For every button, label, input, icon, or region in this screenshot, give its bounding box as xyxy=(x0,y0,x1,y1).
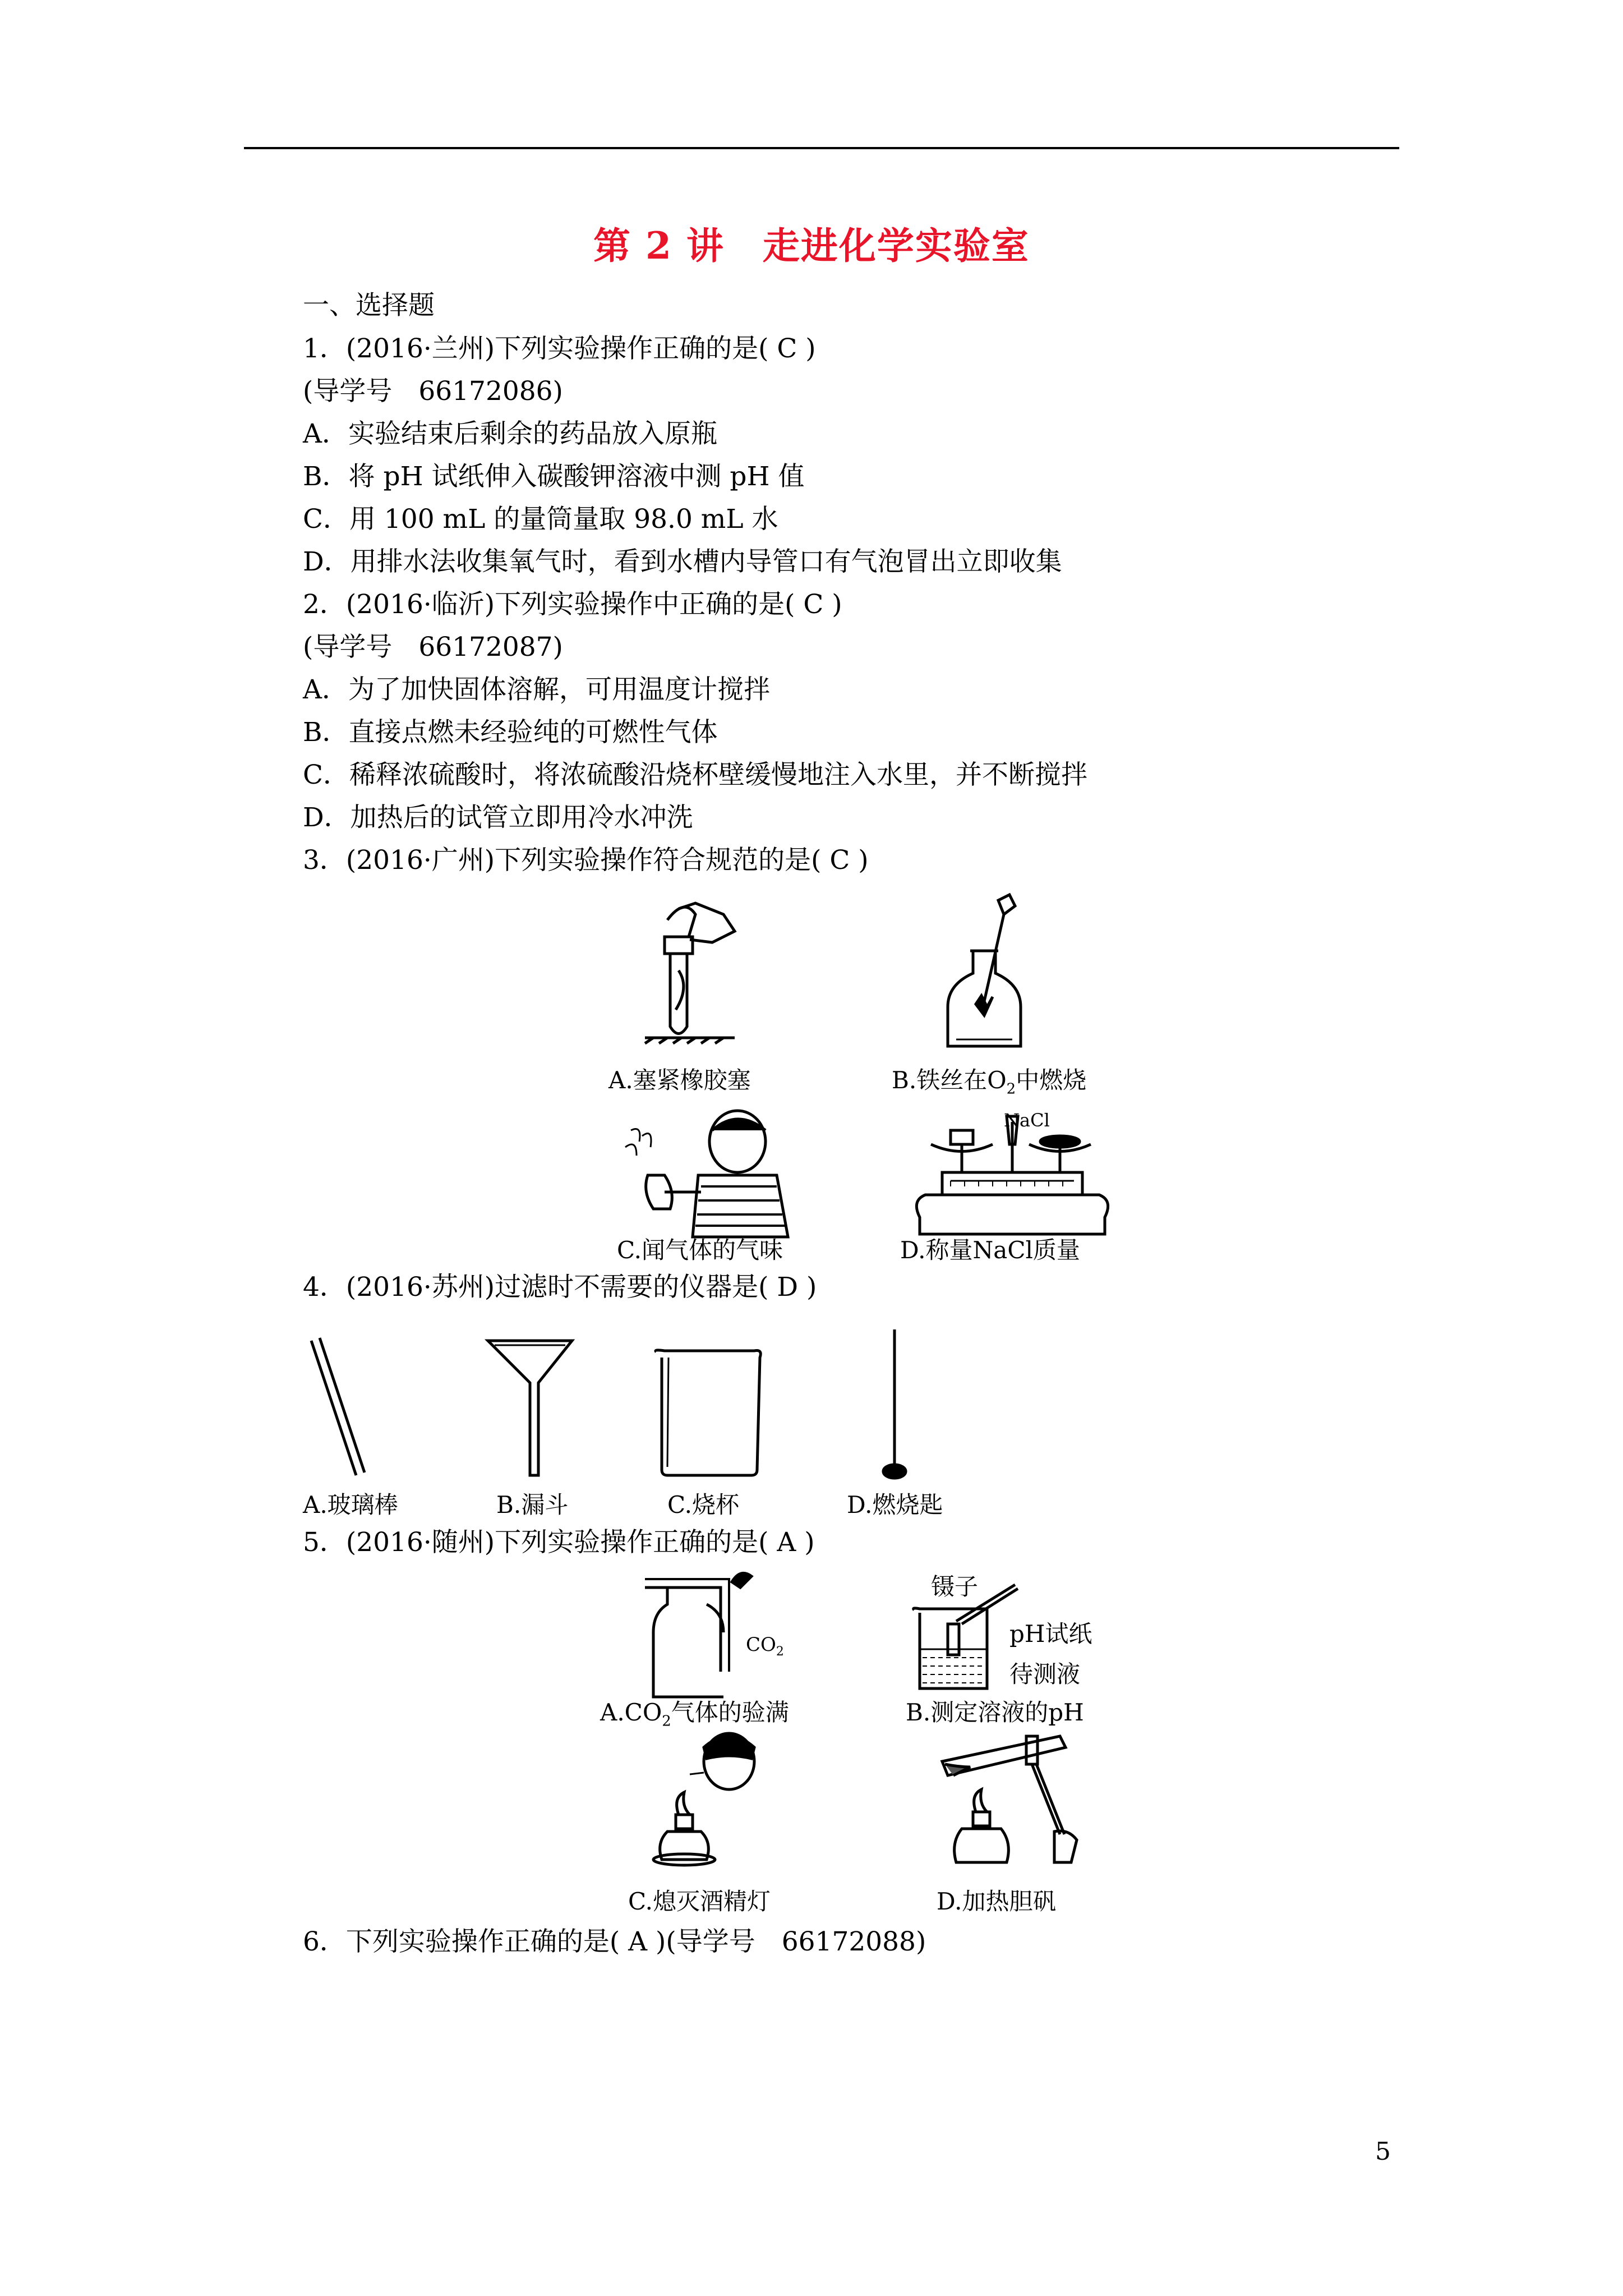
q4-figure-a-glass-rod xyxy=(303,1335,376,1481)
q2-ref: (导学号 66172087) xyxy=(303,632,563,662)
q6-stem: 6．下列实验操作正确的是( A )(导学号 66172088) xyxy=(303,1926,926,1957)
q3-figure-b-iron-burning-illustration xyxy=(931,895,1043,1055)
q1-option-a: A．实验结束后剩余的药品放入原瓶 xyxy=(303,418,717,449)
q1-ref: (导学号 66172086) xyxy=(303,376,563,407)
q1-option-c: C．用 100 mL 的量筒量取 98.0 mL 水 xyxy=(303,504,778,535)
q1-stem: 1．(2016·兰州)下列实验操作正确的是( C ) xyxy=(303,333,816,364)
q5-stem: 5．(2016·随州)下列实验操作正确的是( A ) xyxy=(303,1527,815,1558)
page-title: 第 2 讲 走进化学实验室 xyxy=(593,224,1030,268)
q3-caption-c: C.闻气体的气味 xyxy=(617,1236,783,1264)
q5-figure-c-alcohol-lamp-illustration xyxy=(645,1731,774,1876)
page-number: 5 xyxy=(1375,2137,1391,2166)
q3-figure-a-stopper-illustration xyxy=(623,898,757,1049)
q3-nacl-label: NaCl xyxy=(1004,1110,1050,1131)
q4-figure-c-beaker xyxy=(651,1346,768,1478)
q2-option-c: C．稀释浓硫酸时，将浓硫酸沿烧杯壁缓慢地注入水里，并不断搅拌 xyxy=(303,760,1087,790)
q2-option-b: B．直接点燃未经验纯的可燃性气体 xyxy=(303,717,718,748)
q3-stem: 3．(2016·广州)下列实验操作符合规范的是( C ) xyxy=(303,845,869,876)
q2-stem: 2．(2016·临沂)下列实验操作中正确的是( C ) xyxy=(303,589,842,620)
q4-figure-d-combustion-spoon xyxy=(875,1327,914,1484)
q2-option-d: D．加热后的试管立即用冷水冲洗 xyxy=(303,802,693,833)
q5-co2-label: $CO_2$ xyxy=(746,1634,784,1659)
section-heading: 一、选择题 xyxy=(303,290,435,321)
q4-caption-b: B.漏斗 xyxy=(496,1491,569,1519)
header-rule xyxy=(244,147,1399,149)
q4-caption-d: D.燃烧匙 xyxy=(847,1491,943,1519)
q3-figure-c-smelling-illustration xyxy=(608,1108,799,1240)
q2-option-a: A．为了加快固体溶解，可用温度计搅拌 xyxy=(303,674,770,705)
q4-figure-b-funnel xyxy=(482,1335,578,1481)
q3-caption-d: D.称量NaCl质量 xyxy=(900,1236,1080,1264)
q3-caption-a: A.塞紧橡胶塞 xyxy=(608,1066,751,1094)
q5-caption-d: D.加热胆矾 xyxy=(937,1888,1057,1915)
q1-option-d: D．用排水法收集氧气时，看到水槽内导管口有气泡冒出立即收集 xyxy=(303,546,1062,577)
q3-caption-b: B.铁丝在$O_2$中燃烧 xyxy=(892,1066,1087,1098)
q4-stem: 4．(2016·苏州)过滤时不需要的仪器是( D ) xyxy=(303,1272,817,1303)
q4-caption-a: A.玻璃棒 xyxy=(303,1491,398,1519)
q5-caption-c: C.熄灭酒精灯 xyxy=(628,1888,771,1915)
q5-figure-b-ph-test-illustration xyxy=(909,1582,1021,1694)
q5-ph-paper-label: pH试纸 xyxy=(1009,1620,1092,1648)
q5-caption-b: B.测定溶液的pH xyxy=(906,1699,1084,1726)
q5-solution-label: 待测液 xyxy=(1009,1660,1081,1688)
q1-option-b: B．将 pH 试纸伸入碳酸钾溶液中测 pH 值 xyxy=(303,461,805,492)
q5-caption-a: $A.CO_2$气体的验满 xyxy=(600,1699,789,1730)
q5-tweezers-label: 镊子 xyxy=(931,1573,979,1600)
q4-caption-c: C.烧杯 xyxy=(667,1491,739,1519)
q5-figure-d-heating-illustration xyxy=(925,1733,1094,1879)
